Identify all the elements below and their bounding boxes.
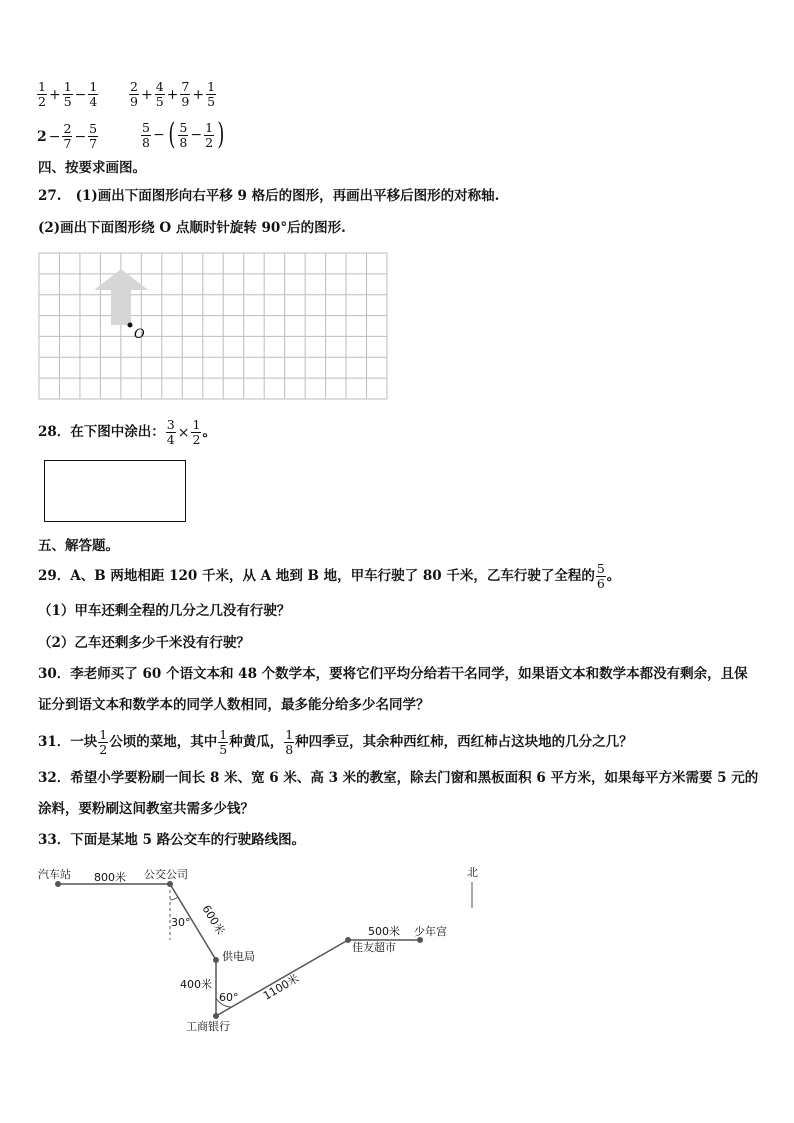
angle-label: 60° — [219, 991, 239, 1004]
q32-line2: 涂料，要粉刷这间教室共需多少钱？ — [38, 801, 254, 817]
q28-line: 28．在下图中涂出： $\frac{3}{4}$ × $\frac{1}{2}$ 。 — [38, 417, 216, 447]
station-label: 佳友超市 — [352, 941, 396, 954]
grid-lines — [39, 253, 387, 399]
arrow-shape — [94, 269, 148, 325]
fraction: $\frac{5}{8}$ — [142, 119, 150, 150]
q30-line2: 证分到语文本和数学本的同学人数相同，最多能分给多少名同学？ — [38, 697, 430, 713]
fraction: $\frac{1}{5}$ — [219, 727, 228, 757]
grid-figure — [38, 252, 388, 400]
station-dot — [213, 1013, 219, 1019]
station-dot — [55, 881, 61, 887]
fraction: $\frac{1}{4}$ — [89, 79, 98, 109]
fraction: $\frac{5}{7}$ — [89, 121, 98, 151]
q29-sub1: （1）甲车还剩全程的几分之几没有行驶？ — [38, 603, 291, 619]
q30-line1: 30．李老师买了 60 个语文本和 48 个数学本，要将它们平均分给若干名同学，如果语文本和数学本都没有剩余，且保 — [38, 666, 748, 682]
q29-line: 29．A、B 两地相距 120 千米，从 A 地到 B 地，甲车行驶了 80 千米，乙车行驶了全程的 $\frac{5}{6}$ 。 — [38, 561, 621, 591]
distance-label: 1100米 — [261, 971, 302, 1003]
fraction: $\frac{5}{6}$ — [596, 561, 605, 591]
angle-arc — [170, 897, 178, 900]
station-label: 汽车站 — [38, 868, 71, 881]
fraction: $\frac{7}{9}$ — [181, 79, 190, 109]
point-o-label: O — [134, 327, 145, 342]
station-label: 公交公司 — [144, 868, 188, 881]
distance-label: 500米 — [368, 925, 400, 938]
station-label: 少年宫 — [414, 925, 447, 938]
fraction: $\frac{1}{2}$ — [99, 727, 108, 757]
section-4-heading: 四、按要求画图。 — [38, 160, 146, 176]
fraction: $\frac{3}{4}$ — [166, 417, 175, 447]
rectangle-to-shade — [44, 460, 186, 522]
exercise-1: $\frac{1}{2}$ + $\frac{1}{5}$ − $\frac{1}{4}$ — [38, 79, 98, 109]
point-o — [128, 323, 133, 328]
station-dot — [345, 937, 351, 943]
fraction: $\frac{1}{2}$ — [205, 119, 214, 150]
distance-label: 800米 — [94, 871, 126, 884]
fraction: $\frac{5}{8}$ — [179, 119, 188, 150]
angle-label: 30° — [171, 916, 191, 929]
station-dot — [167, 881, 173, 887]
fraction: $\frac{2}{9}$ — [130, 79, 138, 109]
q27-part2: (2)画出下面图形绕 O 点顺时针旋转 90°后的图形. — [38, 220, 346, 236]
north-label: 北 — [467, 866, 478, 879]
fraction: $\frac{1}{5}$ — [63, 79, 72, 109]
fraction: $\frac{4}{5}$ — [155, 79, 164, 109]
left-paren: ( — [168, 117, 176, 152]
q32-line1: 32．希望小学要粉刷一间长 8 米、宽 6 米、高 3 米的教室，除去门窗和黑板面积 6 平方米，如果每平方米需要 5 元的 — [38, 770, 759, 786]
exercise-3: 2 − $\frac{2}{7}$ − $\frac{5}{7}$ — [37, 121, 98, 151]
fraction: $\frac{1}{2}$ — [192, 417, 201, 447]
section-5-heading: 五、解答题。 — [38, 538, 119, 554]
fraction: $\frac{1}{2}$ — [38, 79, 46, 109]
right-paren: ) — [217, 117, 225, 152]
exercise-2: $\frac{2}{9}$ + $\frac{4}{5}$ + $\frac{7}{9}$ + $\frac{1}{5}$ — [130, 79, 216, 109]
bus-route-map — [30, 860, 490, 1040]
distance-label: 600米 — [199, 902, 228, 937]
distance-label: 400米 — [180, 978, 212, 991]
q27-part1: 27. (1)画出下面图形向右平移 9 格后的图形，再画出平移后图形的对称轴. — [38, 188, 500, 204]
station-label: 工商银行 — [186, 1020, 230, 1033]
q33-line: 33．下面是某地 5 路公交车的行驶路线图。 — [38, 832, 306, 848]
station-dot — [213, 957, 219, 963]
station-label: 供电局 — [222, 950, 255, 963]
q29-sub2: （2）乙车还剩多少千米没有行驶？ — [38, 635, 250, 651]
fraction: $\frac{1}{8}$ — [285, 727, 294, 757]
exercise-4: $\frac{5}{8}$ − ( $\frac{5}{8}$ − $\frac{1}{2}$ ) — [142, 117, 225, 152]
fraction: $\frac{2}{7}$ — [63, 121, 72, 151]
q31-line: 31．一块 $\frac{1}{2}$ 公顷的菜地，其中 $\frac{1}{5}$ 种黄瓜， $\frac{1}{8}$ 种四季豆，其余种西红柿，西红柿占这块地的几分之几？ — [38, 727, 633, 757]
fraction: $\frac{1}{5}$ — [207, 79, 216, 109]
